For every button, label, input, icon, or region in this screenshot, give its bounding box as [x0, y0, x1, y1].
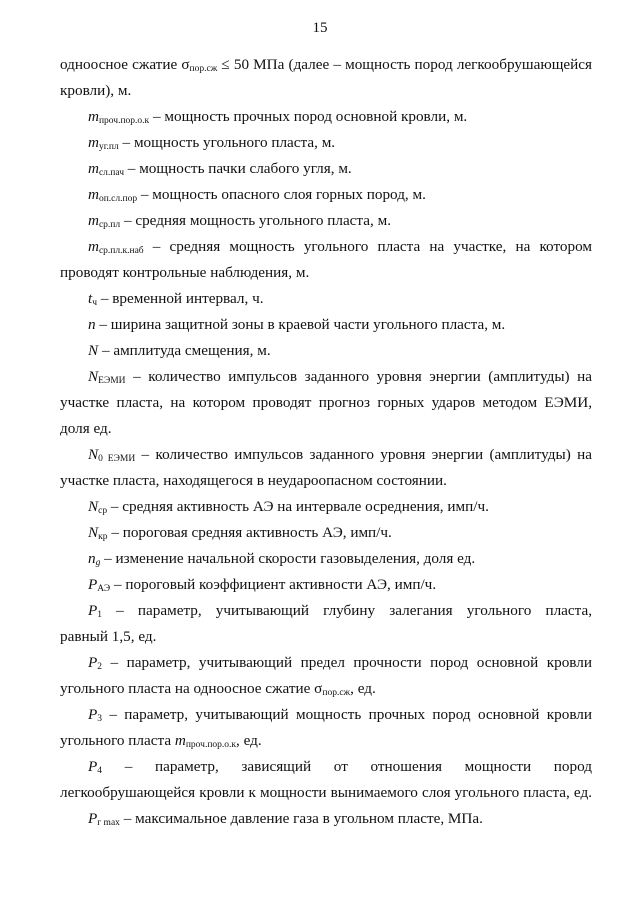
text: легкообрушающейся кровли к мощности вынимаемого слоя угольного пласта, ед.: [60, 784, 592, 801]
definition-text: – максимальное давление газа в угольном пласте, МПа.: [119, 810, 483, 827]
text: участке пласта, на котором проводят прогноз горных ударов методом ЕЭМИ,: [60, 394, 592, 411]
subscript: 0 ЕЭМИ: [98, 454, 136, 464]
definition-P3: [60, 702, 592, 728]
definition-text: – параметр, учитывающий предел прочности пород основной кровли: [102, 654, 592, 671]
definition-P1: [60, 598, 592, 624]
definition-text: – количество импульсов заданного уровня энергии (амплитуды) на: [135, 446, 593, 463]
definition-n-g: [60, 546, 592, 572]
symbol: P: [88, 654, 98, 671]
symbol: m: [174, 732, 186, 749]
definition-N-sr: [60, 494, 592, 520]
subscript: проч.пор.о.к: [98, 116, 150, 126]
symbol: m: [88, 212, 99, 229]
symbol: P: [88, 706, 98, 723]
definition-text: – ширина защитной зоны в краевой части угольного пласта, м.: [95, 316, 506, 333]
symbol: N: [88, 524, 99, 541]
symbol: t: [88, 290, 93, 307]
text: одноосное сжатие σ: [60, 56, 190, 73]
text: , ед.: [350, 680, 376, 697]
subscript: 4: [97, 766, 103, 776]
definition-text: – мощность прочных пород основной кровли, м.: [149, 108, 468, 125]
definition-text: – параметр, учитывающий мощность прочных пород основной кровли: [102, 706, 592, 723]
document-body: [60, 52, 592, 832]
definition-m-op: [60, 182, 592, 208]
subscript: ср.пл.к.наб: [98, 246, 144, 256]
text: равный 1,5, ед.: [60, 628, 157, 645]
text: угольного пласта: [60, 732, 175, 749]
subscript: ср: [98, 506, 108, 516]
text: угольного пласта на одноосное сжатие σ: [60, 680, 323, 697]
symbol: P: [88, 576, 98, 593]
symbol: P: [88, 758, 98, 775]
definition-N: [60, 338, 592, 364]
definition-text: – мощность пачки слабого угля, м.: [124, 160, 352, 177]
definition-P-g-max: [60, 806, 592, 832]
definition-N-kr: [60, 520, 592, 546]
symbol: N: [88, 368, 99, 385]
definition-P-ae: [60, 572, 592, 598]
symbol: m: [88, 186, 99, 203]
definition-m-proch: [60, 104, 592, 130]
text-line: [60, 676, 592, 702]
symbol: P: [88, 810, 98, 827]
subscript: g: [95, 558, 101, 568]
text-line: [60, 78, 592, 104]
text-line: [60, 468, 592, 494]
definition-m-sl: [60, 156, 592, 182]
subscript: АЭ: [97, 584, 111, 594]
definition-text: – мощность угольного пласта, м.: [118, 134, 336, 151]
subscript: кр: [98, 532, 108, 542]
definition-N0-eemi: [60, 442, 592, 468]
symbol: N: [88, 446, 99, 463]
definition-text: – параметр, учитывающий глубину залегания угольного пласта,: [102, 602, 592, 619]
definition-text: – средняя мощность угольного пласта на участке, на котором: [143, 238, 592, 255]
symbol: P: [88, 602, 98, 619]
subscript: уг.пл: [98, 142, 119, 152]
symbol: N: [88, 498, 99, 515]
definition-text: – параметр, зависящий от отношения мощности пород: [102, 758, 592, 775]
text: ≤ 50 МПа (далее – мощность пород легкообрушающейся: [217, 56, 592, 73]
definition-n: [60, 312, 592, 338]
symbol: m: [88, 134, 99, 151]
definition-text: – средняя мощность угольного пласта, м.: [120, 212, 391, 229]
text-line: [60, 260, 592, 286]
symbol: n: [88, 316, 96, 333]
definition-text: – мощность опасного слоя горных пород, м.: [137, 186, 426, 203]
subscript: проч.пор.о.к: [185, 740, 237, 750]
definition-m-sr-nab: [60, 234, 592, 260]
text: , ед.: [236, 732, 262, 749]
subscript: ч: [92, 298, 98, 308]
text-line: [60, 728, 592, 754]
subscript: 2: [97, 662, 103, 672]
definition-text: – пороговая средняя активность АЭ, имп/ч.: [107, 524, 392, 541]
definition-P4: [60, 754, 592, 780]
text: участке пласта, находящегося в неудароопасном состоянии.: [60, 472, 447, 489]
text-line: [60, 390, 592, 416]
text-line: [60, 416, 592, 442]
definition-P2: [60, 650, 592, 676]
definition-text: – количество импульсов заданного уровня энергии (амплитуды) на: [125, 368, 592, 385]
text: доля ед.: [60, 420, 112, 437]
definition-text: – амплитуда смещения, м.: [98, 342, 271, 359]
definition-N-eemi: [60, 364, 592, 390]
subscript: г max: [97, 818, 120, 828]
symbol: m: [88, 160, 99, 177]
subscript: 3: [97, 714, 103, 724]
definition-text: – пороговый коэффициент активности АЭ, имп/ч.: [110, 576, 437, 593]
symbol: n: [88, 550, 96, 567]
text-line: [60, 780, 592, 806]
definition-m-ug: [60, 130, 592, 156]
symbol: m: [88, 238, 99, 255]
symbol: N: [88, 342, 99, 359]
subscript: оп.сл.пор: [98, 194, 138, 204]
subscript: ЕЭМИ: [98, 376, 126, 386]
definition-m-sr: [60, 208, 592, 234]
subscript: ср.пл: [98, 220, 121, 230]
text-line: [60, 624, 592, 650]
definition-text: – изменение начальной скорости газовыделения, доля ед.: [100, 550, 476, 567]
text-line: [60, 52, 592, 78]
subscript: 1: [97, 610, 103, 620]
page-number: 15: [312, 20, 328, 36]
definition-t: [60, 286, 592, 312]
text: кровли), м.: [60, 82, 132, 99]
symbol: m: [88, 108, 99, 125]
definition-text: – временной интервал, ч.: [97, 290, 264, 307]
subscript: пор.сж: [322, 688, 351, 698]
text: проводят контрольные наблюдения, м.: [60, 264, 310, 281]
subscript: сл.пач: [98, 168, 124, 178]
subscript: пор.сж: [189, 64, 218, 74]
definition-text: – средняя активность АЭ на интервале осреднения, имп/ч.: [107, 498, 489, 515]
